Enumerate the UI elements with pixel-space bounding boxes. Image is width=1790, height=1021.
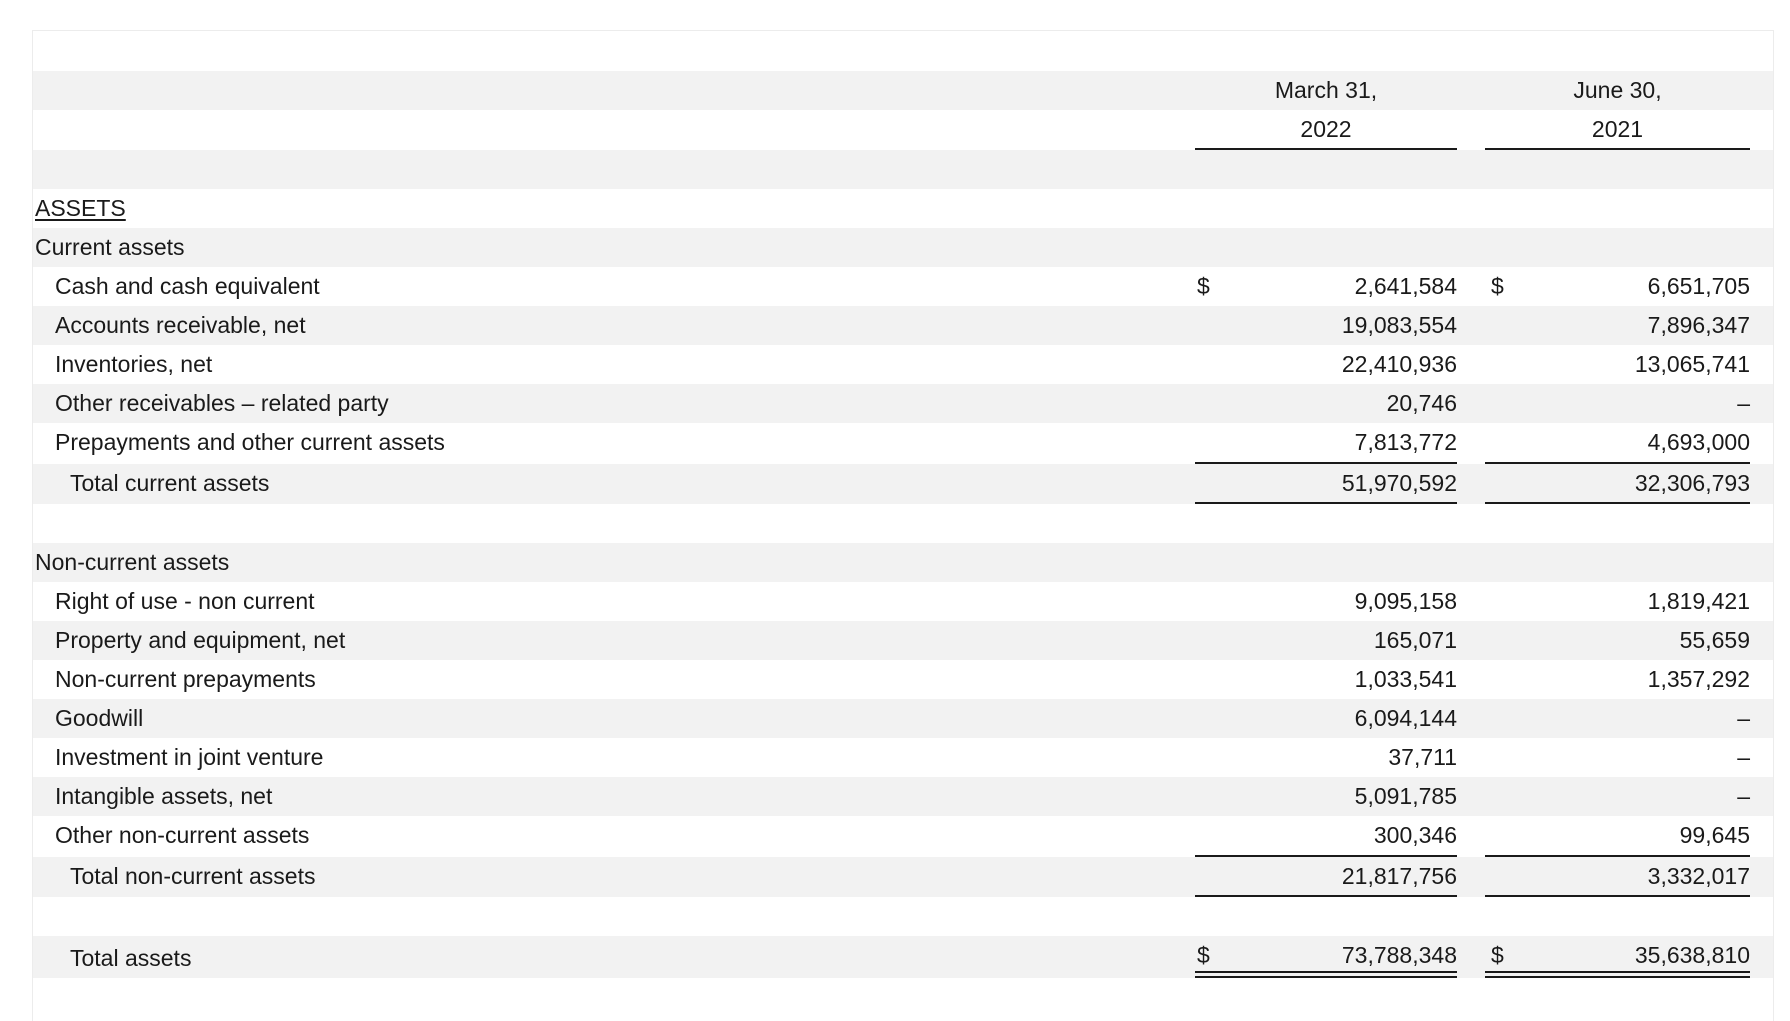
table-row <box>33 738 1773 777</box>
row-label: Right of use - non current <box>55 588 315 614</box>
value-jun-2021: – <box>1737 390 1750 416</box>
grand-total-double-rule <box>1485 971 1750 978</box>
currency-symbol: $ <box>1491 273 1504 299</box>
spacer-row <box>33 897 1773 936</box>
value-jun-2021: 1,357,292 <box>1647 666 1750 692</box>
table-row <box>33 306 1773 345</box>
current-assets-heading-row <box>33 228 1773 267</box>
row-label: Prepayments and other current assets <box>55 429 445 455</box>
value-jun-2021: 35,638,810 <box>1634 942 1750 968</box>
balance-sheet-table <box>32 30 1774 1021</box>
value-mar-2022: 1,033,541 <box>1354 666 1457 692</box>
row-label: Accounts receivable, net <box>55 312 306 338</box>
value-mar-2022: 21,817,756 <box>1341 863 1457 889</box>
assets-heading: ASSETS <box>35 195 126 221</box>
value-mar-2022: 9,095,158 <box>1354 588 1457 614</box>
total-noncurrent-assets-row <box>33 857 1773 897</box>
spacer-row <box>33 150 1773 189</box>
table-row <box>33 423 1773 462</box>
value-jun-2021: – <box>1737 744 1750 770</box>
table-row <box>33 267 1773 306</box>
value-jun-2021: 7,896,347 <box>1647 312 1750 338</box>
currency-symbol: $ <box>1197 942 1210 968</box>
col2-header-year: 2021 <box>1591 116 1644 142</box>
table-row <box>33 777 1773 816</box>
table-row <box>33 699 1773 738</box>
value-mar-2022: 19,083,554 <box>1341 312 1457 338</box>
row-label: Total non-current assets <box>70 863 316 889</box>
grand-total-double-rule <box>1195 971 1457 978</box>
row-label: Inventories, net <box>55 351 213 377</box>
row-label: Cash and cash equivalent <box>55 273 320 299</box>
value-jun-2021: 4,693,000 <box>1647 429 1750 455</box>
assets-heading-row <box>33 189 1773 228</box>
value-mar-2022: 20,746 <box>1386 390 1457 416</box>
row-label: Total assets <box>70 945 192 971</box>
currency-symbol: $ <box>1197 273 1210 299</box>
value-mar-2022: 5,091,785 <box>1354 783 1457 809</box>
header-row-2 <box>33 110 1773 149</box>
row-label: Intangible assets, net <box>55 783 273 809</box>
row-label: Investment in joint venture <box>55 744 324 770</box>
row-label: Non-current prepayments <box>55 666 316 692</box>
current-assets-heading: Current assets <box>35 234 185 260</box>
row-label: Total current assets <box>70 470 270 496</box>
table-row <box>33 816 1773 855</box>
currency-symbol: $ <box>1491 942 1504 968</box>
value-mar-2022: 37,711 <box>1388 744 1457 770</box>
value-mar-2022: 6,094,144 <box>1354 705 1457 731</box>
noncurrent-assets-heading: Non-current assets <box>35 549 230 575</box>
col1-header-date: March 31, <box>1274 77 1378 103</box>
header-row-1 <box>33 71 1773 110</box>
value-jun-2021: 1,819,421 <box>1647 588 1750 614</box>
table-row <box>33 621 1773 660</box>
row-label: Goodwill <box>55 705 144 731</box>
value-jun-2021: 55,659 <box>1679 627 1750 653</box>
value-mar-2022: 22,410,936 <box>1341 351 1457 377</box>
value-jun-2021: 6,651,705 <box>1647 273 1750 299</box>
value-mar-2022: 2,641,584 <box>1354 273 1457 299</box>
value-mar-2022: 73,788,348 <box>1341 942 1457 968</box>
table-row <box>33 660 1773 699</box>
value-mar-2022: 165,071 <box>1373 627 1457 653</box>
col2-header-date: June 30, <box>1573 77 1662 103</box>
table-row <box>33 582 1773 621</box>
value-mar-2022: 51,970,592 <box>1341 470 1457 496</box>
row-label: Property and equipment, net <box>55 627 346 653</box>
noncurrent-assets-heading-row <box>33 543 1773 582</box>
row-label: Other receivables – related party <box>55 390 389 416</box>
table-row <box>33 345 1773 384</box>
total-current-assets-row <box>33 464 1773 504</box>
value-jun-2021: 3,332,017 <box>1647 863 1750 889</box>
spacer-row <box>33 504 1773 543</box>
row-label: Other non-current assets <box>55 822 310 848</box>
value-jun-2021: – <box>1737 783 1750 809</box>
value-jun-2021: 99,645 <box>1679 822 1750 848</box>
value-mar-2022: 300,346 <box>1373 822 1457 848</box>
col1-header-year: 2022 <box>1300 116 1352 142</box>
value-mar-2022: 7,813,772 <box>1354 429 1457 455</box>
table-row <box>33 384 1773 423</box>
value-jun-2021: 32,306,793 <box>1634 470 1750 496</box>
value-jun-2021: – <box>1737 705 1750 731</box>
value-jun-2021: 13,065,741 <box>1634 351 1750 377</box>
